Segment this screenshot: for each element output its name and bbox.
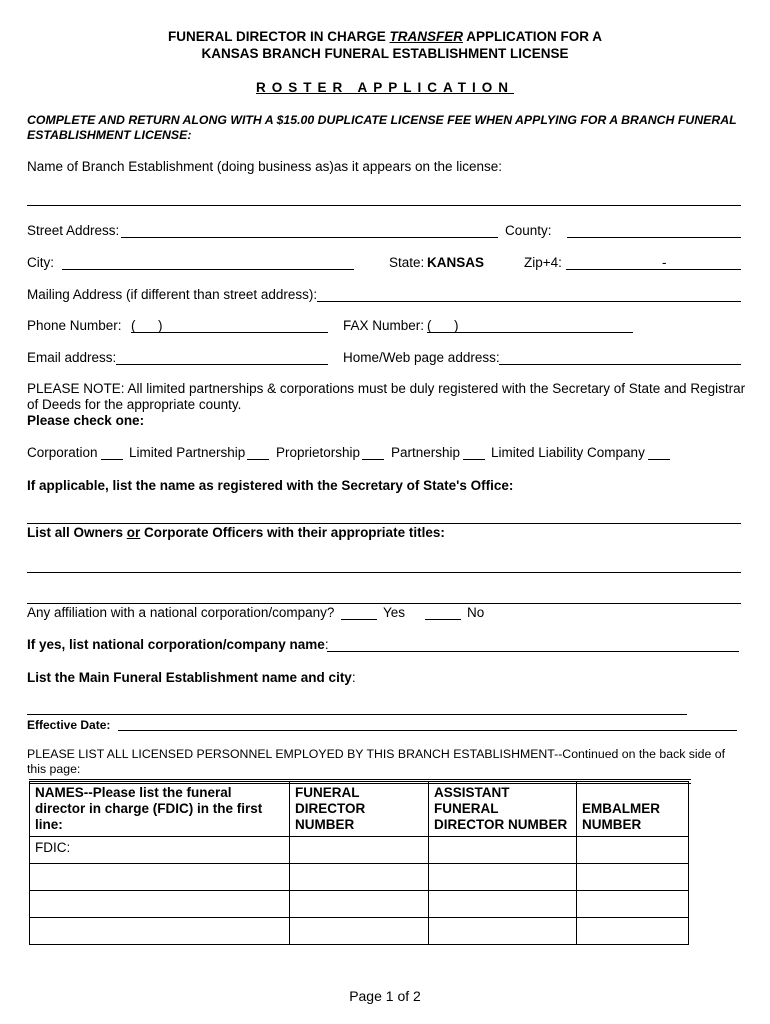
table-row <box>30 918 689 945</box>
county-label: County: <box>505 223 552 238</box>
option-limited-partnership-blank[interactable] <box>247 459 269 460</box>
affiliation-no: No <box>467 605 485 620</box>
option-corporation: Corporation <box>27 445 98 460</box>
option-llc: Limited Liability Company <box>491 445 645 460</box>
effective-date-label: Effective Date: <box>27 718 111 732</box>
table-cell[interactable] <box>577 837 689 864</box>
effective-date-field[interactable] <box>118 730 737 731</box>
col-embalmer-header: EMBALMER NUMBER <box>577 782 689 837</box>
table-cell[interactable] <box>577 918 689 945</box>
zip-field[interactable] <box>566 269 741 270</box>
option-proprietorship-blank[interactable] <box>362 459 384 460</box>
form-title-line2: KANSAS BRANCH FUNERAL ESTABLISHMENT LICENSE <box>201 46 569 61</box>
table-cell[interactable] <box>290 864 429 891</box>
col-fd-number-header: FUNERAL DIRECTOR NUMBER <box>290 782 429 837</box>
table-cell[interactable] <box>290 837 429 864</box>
table-header-row <box>30 782 689 837</box>
table-cell[interactable] <box>429 891 577 918</box>
instructions: COMPLETE AND RETURN ALONG WITH A $15.00 DUPLICATE LICENSE FEE WHEN APPLYING FOR A BRANCH FUNERAL ESTABLISHMENT LICENSE: <box>27 113 737 142</box>
option-corporation-blank[interactable] <box>101 459 123 460</box>
table-cell[interactable] <box>429 918 577 945</box>
city-label: City: <box>27 255 54 270</box>
affiliation-yes: Yes <box>383 605 406 620</box>
fax-label: FAX Number: <box>343 318 425 333</box>
table-cell[interactable] <box>290 891 429 918</box>
table-cell[interactable] <box>429 864 577 891</box>
branch-name-field[interactable] <box>27 205 741 206</box>
street-label: Street Address: <box>27 223 120 238</box>
title-text-post: APPLICATION FOR A <box>463 29 602 44</box>
affiliation-yes-blank[interactable] <box>341 619 377 620</box>
table-cell[interactable] <box>30 918 290 945</box>
registration-note: PLEASE NOTE: All limited partnerships & corporations must be duly registered with the Secretary of State and Registrar of Deeds for the appropriate county. <box>27 381 746 412</box>
table-cell[interactable] <box>577 891 689 918</box>
option-partnership-blank[interactable] <box>463 459 485 460</box>
street-field[interactable] <box>121 237 498 238</box>
city-field[interactable] <box>62 269 354 270</box>
col-afd-number-header: ASSISTANT FUNERAL DIRECTOR NUMBER <box>429 782 577 837</box>
option-proprietorship: Proprietorship <box>276 445 361 460</box>
table-cell[interactable] <box>577 864 689 891</box>
form-title-line1 <box>0 29 770 44</box>
owners-field-2[interactable] <box>27 603 741 604</box>
affiliation-label: Any affiliation with a national corporation/company? <box>27 605 335 620</box>
county-field[interactable] <box>567 237 741 238</box>
table-cell[interactable] <box>429 837 577 864</box>
owners-field-1[interactable] <box>27 572 741 573</box>
phone-label: Phone Number: <box>27 318 122 333</box>
zip-dash: - <box>662 255 667 270</box>
web-field[interactable] <box>499 364 741 365</box>
table-cell[interactable] <box>30 864 290 891</box>
sos-label: If applicable, list the name as registered with the Secretary of State's Office: <box>27 478 514 493</box>
option-limited-partnership: Limited Partnership <box>129 445 246 460</box>
phone-paren: ( ) <box>131 318 163 333</box>
page-number: Page 1 of 2 <box>349 988 421 1004</box>
table-cell[interactable] <box>30 891 290 918</box>
personnel-table <box>29 781 689 945</box>
mailing-field[interactable] <box>317 301 741 302</box>
main-establishment-label: List the Main Funeral Establishment name and city: <box>27 670 356 685</box>
national-company-label: If yes, list national corporation/company name: <box>27 637 329 652</box>
col-names-header: NAMES--Please list the funeral director in charge (FDIC) in the first line: <box>30 782 290 837</box>
state-value: KANSAS <box>427 255 485 270</box>
table-row <box>30 891 689 918</box>
web-label: Home/Web page address: <box>343 350 500 365</box>
table-row <box>30 837 689 864</box>
title-text: FUNERAL DIRECTOR IN CHARGE <box>167 29 390 44</box>
affiliation-no-blank[interactable] <box>425 619 461 620</box>
fdic-cell[interactable]: FDIC: <box>30 837 290 864</box>
table-row <box>30 864 689 891</box>
email-label: Email address: <box>27 350 117 365</box>
roster-heading: ROSTER APPLICATION <box>255 80 514 95</box>
national-company-field[interactable] <box>327 651 739 652</box>
zip-label: Zip+4: <box>524 255 562 270</box>
option-llc-blank[interactable] <box>648 459 670 460</box>
state-label: State: <box>389 255 425 270</box>
owners-label: List all Owners or Corporate Officers with their appropriate titles: <box>27 525 445 540</box>
option-partnership: Partnership <box>391 445 461 460</box>
mailing-label: Mailing Address (if different than street address): <box>27 287 318 302</box>
table-cell[interactable] <box>290 918 429 945</box>
main-establishment-field[interactable] <box>27 714 687 715</box>
fax-paren: ( ) <box>427 318 459 333</box>
check-one-label: Please check one: <box>27 413 145 428</box>
title-transfer: TRANSFER <box>389 29 463 44</box>
personnel-note: PLEASE LIST ALL LICENSED PERSONNEL EMPLOYED BY THIS BRANCH ESTABLISHMENT--Continued on the back side of this page: <box>27 747 726 776</box>
email-field[interactable] <box>116 364 328 365</box>
branch-name-label: Name of Branch Establishment (doing business as)as it appears on the license: <box>27 159 503 174</box>
sos-field[interactable] <box>27 523 741 524</box>
